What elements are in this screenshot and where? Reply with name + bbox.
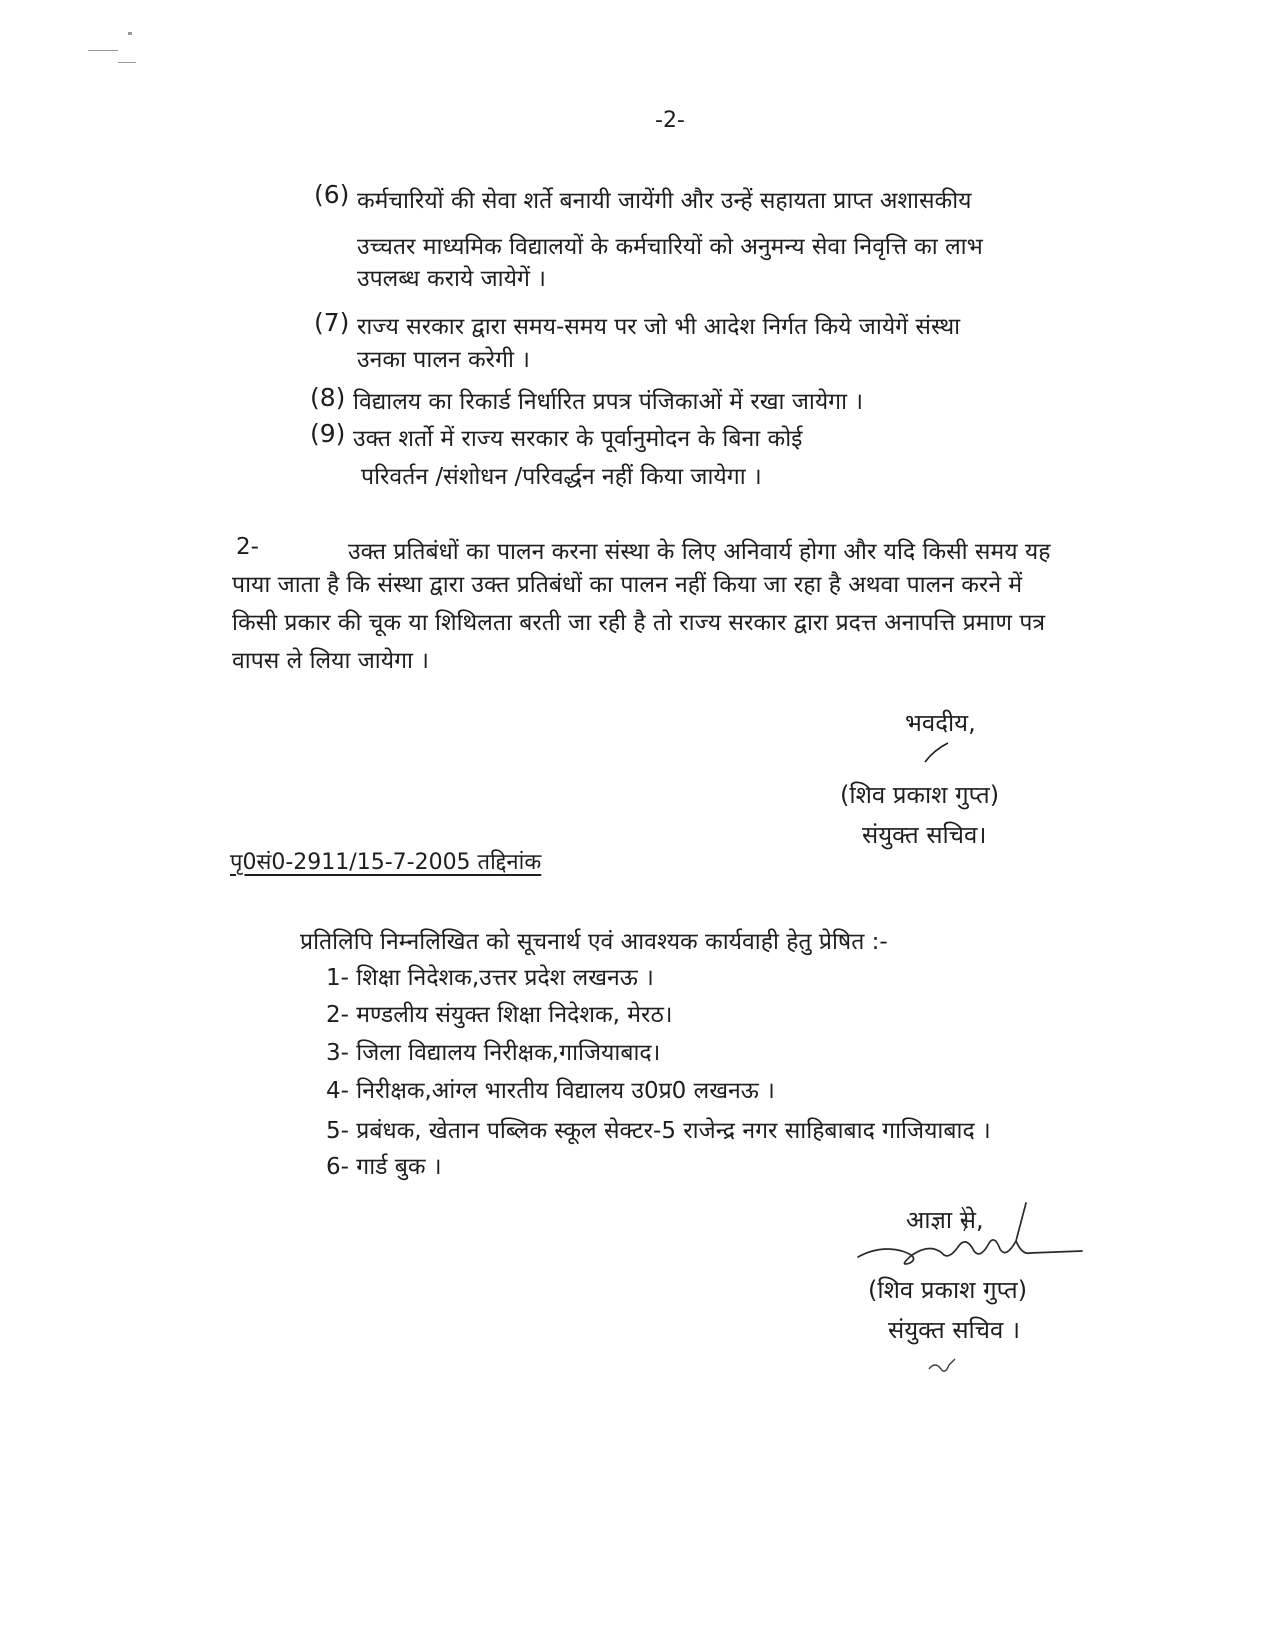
condition-7-line-2: उनका पालन करेगी ।: [357, 347, 530, 373]
copy-to-item-1: 1- शिक्षा निदेशक,उत्तर प्रदेश लखनऊ ।: [326, 965, 654, 991]
paragraph-2-label: 2-: [236, 534, 259, 560]
scan-speck: [128, 32, 132, 35]
paragraph-2-line-1: उक्त प्रतिबंधों का पालन करना संस्था के लिए अनिवार्य होगा और यदि किसी समय यह: [348, 539, 1051, 565]
condition-9-number: (9): [310, 419, 346, 448]
copy-to-item-3: 3- जिला विद्यालय निरीक्षक,गाजियाबाद।: [326, 1040, 661, 1066]
authority-line: आज्ञा से,: [906, 1206, 984, 1234]
condition-6-line-2: उच्चतर माध्यमिक विद्यालयों के कर्मचारियों को अनुमन्य सेवा निवृत्ति का लाभ: [357, 234, 983, 260]
handwritten-signature: [850, 1195, 1090, 1285]
signatory-designation: संयुक्त सचिव।: [862, 821, 987, 849]
scan-speck: [118, 62, 136, 63]
condition-9-line-1: उक्त शर्तो में राज्य सरकार के पूर्वानुमोदन के बिना कोई: [353, 426, 803, 452]
salutation: भवदीय,: [905, 709, 976, 737]
paragraph-2-line-3: किसी प्रकार की चूक या शिथिलता बरती जा रही है तो राज्य सरकार द्वारा प्रदत्त अनापत्ति प्रमाण पत्र: [232, 610, 1046, 636]
condition-6-line-3: उपलब्ध कराये जायेगें ।: [357, 266, 546, 292]
copy-to-item-5: 5- प्रबंधक, खेतान पब्लिक स्कूल सेक्टर-5 राजेन्द्र नगर साहिबाबाद गाजियाबाद ।: [326, 1118, 991, 1144]
scan-speck: [88, 50, 118, 51]
condition-6-line-1: कर्मचारियों की सेवा शर्ते बनायी जायेंगी और उन्हें सहायता प्राप्त अशासकीय: [357, 188, 972, 214]
initial-mark: [922, 740, 952, 766]
copy-to-item-4: 4- निरीक्षक,आंग्ल भारतीय विद्यालय उ0प्र0 लखनऊ ।: [326, 1078, 775, 1104]
condition-6-number: (6): [314, 180, 350, 209]
copy-to-intro: प्रतिलिपि निम्नलिखित को सूचनार्थ एवं आवश्यक कार्यवाही हेतु प्रेषित :-: [300, 929, 888, 955]
copy-to-item-2: 2- मण्डलीय संयुक्त शिक्षा निदेशक, मेरठ।: [326, 1002, 673, 1028]
condition-7-number: (7): [314, 308, 350, 337]
authority-signatory-name: (शिव प्रकाश गुप्त): [868, 1276, 1028, 1304]
condition-8-line-1: विद्यालय का रिकार्ड निर्धारित प्रपत्र पंजिकाओं में रखा जायेगा ।: [353, 389, 864, 415]
initial-mark: [925, 1355, 965, 1379]
condition-9-line-2: परिवर्तन /संशोधन /परिवर्द्धन नहीं किया जायेगा ।: [361, 464, 762, 490]
authority-designation: संयुक्त सचिव ।: [888, 1316, 1021, 1344]
condition-7-line-1: राज्य सरकार द्वारा समय-समय पर जो भी आदेश निर्गत किये जायेगें संस्था: [357, 314, 961, 340]
reference-number: पृ0सं0-2911/15-7-2005 तद्दिनांक: [230, 850, 542, 875]
paragraph-2-line-2: पाया जाता है कि संस्था द्वारा उक्त प्रतिबंधों का पालन नहीं किया जा रहा है अथवा पालन करने में: [232, 572, 1023, 598]
signatory-name: (शिव प्रकाश गुप्त): [840, 781, 1000, 809]
paragraph-2-line-4: वापस ले लिया जायेगा ।: [232, 648, 430, 674]
page-number: -2-: [655, 108, 685, 133]
condition-8-number: (8): [310, 383, 346, 412]
copy-to-item-6: 6- गार्ड बुक ।: [326, 1154, 442, 1180]
